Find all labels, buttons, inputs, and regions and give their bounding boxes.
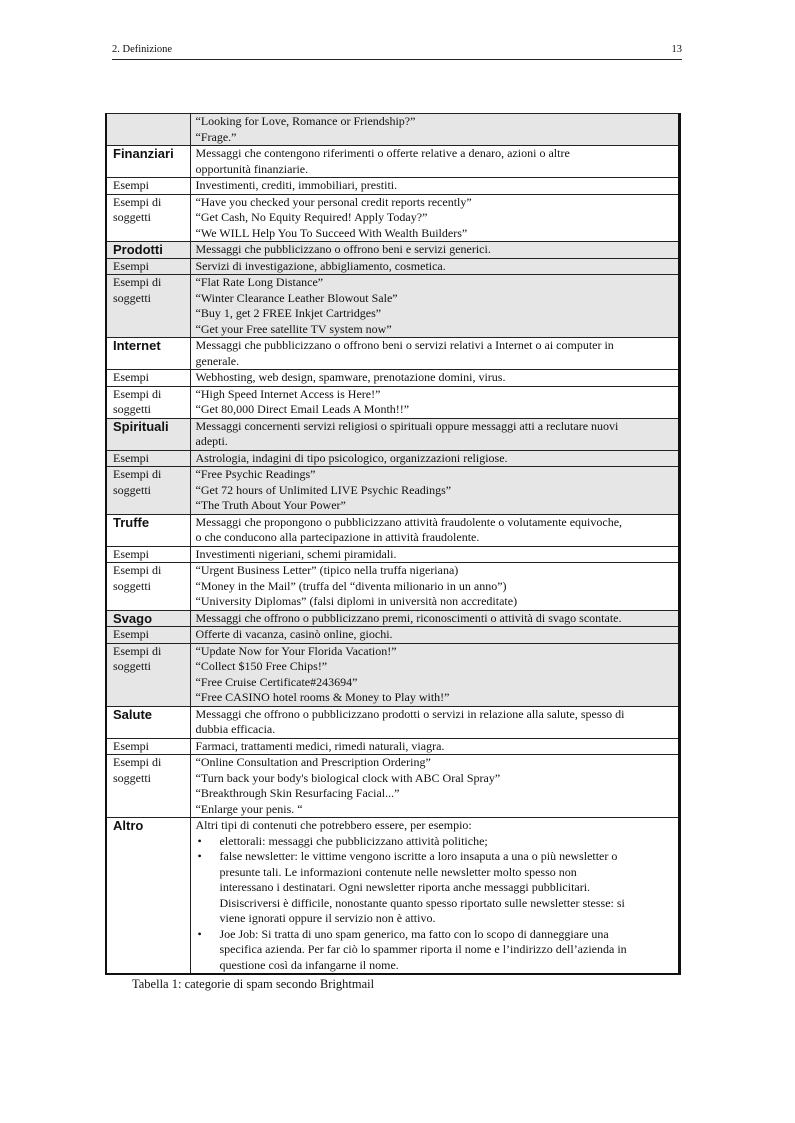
table-row <box>106 610 680 627</box>
row-label: Esempi <box>106 627 190 644</box>
row-label-line: Esempi di <box>113 386 162 401</box>
row-value-line: “Winter Clearance Leather Blowout Sale” <box>195 290 398 305</box>
altro-bullet-line: Disiscriversi è difficile, nonostante quanto spesso riportato sulle newsletter stesse: si <box>219 895 625 910</box>
row-value <box>190 194 680 242</box>
altro-bullet-line: specifica azienda. Per far ciò lo spammer riporta il nome e l’indirizzo dell’azienda in <box>219 942 627 956</box>
row-value-line: “Get 72 hours of Unlimited LIVE Psychic Readings” <box>195 482 452 497</box>
row-label: Esempi <box>106 370 190 387</box>
row-value <box>190 114 680 146</box>
altro-bullet-line: elettorali: messaggi che pubblicizzano attività politiche; <box>219 833 488 848</box>
table-row <box>106 194 680 242</box>
chapter-title: 2. Definizione <box>112 44 173 55</box>
row-label-line: Esempi di <box>113 563 162 577</box>
bullet-icon: • <box>197 849 202 863</box>
row-value-line: Offerte di vacanza, casinò online, giochi. <box>195 627 393 641</box>
row-value-line: Investimenti, crediti, immobiliari, prestiti. <box>195 178 398 192</box>
row-label-line: soggetti <box>113 210 151 224</box>
table-row <box>106 563 680 611</box>
row-value-line: “High Speed Internet Access is Here!” <box>195 386 381 401</box>
category-name: Svago <box>106 610 190 627</box>
table-row <box>106 242 680 259</box>
row-value-line: Messaggi concernenti servizi religiosi o spirituali oppure messaggi atti a reclutare nuovi <box>195 418 619 433</box>
row-label <box>106 563 190 611</box>
altro-bullet-item <box>196 849 675 927</box>
row-value-line: “We WILL Help You To Succeed With Wealth Builders” <box>195 225 468 240</box>
page-header <box>112 43 682 60</box>
table-row <box>106 643 680 706</box>
row-value-altro <box>190 818 680 975</box>
row-value-line: Webhosting, web design, spamware, prenotazione domini, virus. <box>195 370 506 384</box>
row-value-line: “Free CASINO hotel rooms & Money to Play with!” <box>195 690 450 704</box>
row-label-line: Esempi di <box>113 755 162 769</box>
row-value <box>190 610 680 627</box>
row-value-line: “Turn back your body's biological clock with ABC Oral Spray” <box>195 770 501 785</box>
row-value-line: “Enlarge your penis. “ <box>195 801 303 816</box>
row-value <box>190 386 680 418</box>
row-value-line: “Collect $150 Free Chips!” <box>195 659 328 673</box>
row-label-line: soggetti <box>113 578 151 593</box>
row-value-line: “Looking for Love, Romance or Friendship?” <box>195 114 416 128</box>
row-value-line: Servizi di investigazione, abbigliamento, cosmetica. <box>195 258 446 273</box>
altro-bullet-line: false newsletter: le vittime vengono iscritte a loro insaputa a una o più newsletter o <box>219 849 618 863</box>
row-label <box>106 467 190 515</box>
row-value-line: “Breakthrough Skin Resurfacing Facial...” <box>195 786 400 800</box>
row-value-line: adepti. <box>195 434 228 448</box>
row-value-line: “Get Cash, No Equity Required! Apply Today?” <box>195 210 428 224</box>
row-label-line: soggetti <box>113 659 151 673</box>
category-name: Finanziari <box>106 146 190 178</box>
row-value <box>190 370 680 387</box>
row-value <box>190 275 680 338</box>
row-value <box>190 467 680 515</box>
table-row <box>106 418 680 450</box>
row-label-line: soggetti <box>113 402 151 416</box>
table-row <box>106 738 680 755</box>
row-value-line: dubbia efficacia. <box>195 722 276 736</box>
row-value <box>190 418 680 450</box>
row-value-line: Messaggi che pubblicizzano o offrono beni o servizi relativi a Internet o ai computer in <box>195 338 614 352</box>
table-row <box>106 370 680 387</box>
altro-bullet-list <box>196 834 675 974</box>
table-row-altro <box>106 818 680 975</box>
row-value <box>190 338 680 370</box>
table-row <box>106 546 680 563</box>
row-value-line: Messaggi che pubblicizzano o offrono beni e servizi generici. <box>195 242 491 256</box>
row-value-line: “Get 80,000 Direct Email Leads A Month!!” <box>195 402 410 416</box>
row-value-line: opportunità finanziarie. <box>195 161 309 176</box>
row-value-line: Investimenti nigeriani, schemi piramidali. <box>195 546 397 561</box>
row-value-line: “Have you checked your personal credit reports recently” <box>195 194 472 209</box>
row-label-line: soggetti <box>113 482 151 497</box>
row-value-line: “Flat Rate Long Distance” <box>195 275 324 289</box>
category-name: Internet <box>106 338 190 370</box>
category-name: Spirituali <box>106 418 190 450</box>
row-label <box>106 194 190 242</box>
row-value-line: Messaggi che contengono riferimenti o offerte relative a denaro, azioni o altre <box>195 146 570 160</box>
row-label <box>106 114 190 146</box>
row-label <box>106 755 190 818</box>
row-label: Esempi <box>106 738 190 755</box>
row-label: Esempi <box>106 450 190 467</box>
row-value <box>190 242 680 259</box>
row-label <box>106 643 190 706</box>
row-value <box>190 258 680 275</box>
row-label-line: Esempi di <box>113 467 162 481</box>
table-caption: Tabella 1: categorie di spam secondo Brightmail <box>132 977 375 991</box>
table-row <box>106 450 680 467</box>
row-value <box>190 755 680 818</box>
row-label-line: Esempi di <box>113 643 162 658</box>
row-value <box>190 178 680 195</box>
table-row <box>106 755 680 818</box>
row-value-line: “Free Cruise Certificate#243694” <box>195 674 358 689</box>
table-row <box>106 178 680 195</box>
table-row <box>106 514 680 546</box>
table-row <box>106 114 680 146</box>
row-value <box>190 514 680 546</box>
row-value-line: “University Diplomas” (falsi diplomi in università non accreditate) <box>195 594 518 608</box>
altro-bullet-line: questione così da infangarne il nome. <box>219 957 399 972</box>
row-value-line: “Get your Free satellite TV system now” <box>195 321 392 336</box>
row-label-line: soggetti <box>113 290 151 305</box>
row-value-line: o che conducono alla partecipazione in attività fraudolente. <box>195 530 480 544</box>
row-label-line: Esempi di <box>113 275 162 289</box>
row-label-line: Esempi di <box>113 194 162 209</box>
row-value-line: “Online Consultation and Prescription Ordering” <box>195 755 431 769</box>
row-label: Esempi <box>106 546 190 563</box>
altro-bullet-line: Joe Job: Si tratta di uno spam generico, ma fatto con lo scopo di danneggiare una <box>219 926 609 941</box>
page-number: 13 <box>671 44 682 55</box>
row-value-line: “Buy 1, get 2 FREE Inkjet Cartridges” <box>195 306 382 320</box>
table-row <box>106 386 680 418</box>
row-value-line: Messaggi che propongono o pubblicizzano attività fraudolente o volutamente equivoche, <box>195 514 623 529</box>
row-value-line: generale. <box>195 353 240 368</box>
category-name: Prodotti <box>106 242 190 259</box>
row-value <box>190 738 680 755</box>
altro-bullet-line: interessano i destinatari. Ogni newsletter riporta anche messaggi pubblicitari. <box>219 880 591 894</box>
table-row <box>106 627 680 644</box>
row-value-line: Messaggi che offrono o pubblicizzano premi, riconoscimenti o attività di svago scontate. <box>195 610 622 625</box>
category-name: Truffe <box>106 514 190 546</box>
row-label: Esempi <box>106 178 190 195</box>
row-value-line: Farmaci, trattamenti medici, rimedi naturali, viagra. <box>195 738 445 753</box>
spam-categories-table <box>105 113 681 975</box>
row-key-altro: Altro <box>106 818 190 975</box>
altro-bullet-item <box>196 834 675 850</box>
row-value-line: “Urgent Business Letter” (tipico nella truffa nigeriana) <box>195 563 459 577</box>
row-value <box>190 643 680 706</box>
altro-bullet-line: presunte tali. Le informazioni contenute nelle newsletter molto spesso non <box>219 864 577 879</box>
row-value <box>190 627 680 644</box>
row-value <box>190 450 680 467</box>
row-value <box>190 146 680 178</box>
row-value-line: Messaggi che offrono o pubblicizzano prodotti o servizi in relazione alla salute, spesso di <box>195 706 625 721</box>
row-value <box>190 706 680 738</box>
table-row <box>106 258 680 275</box>
row-label: Esempi <box>106 258 190 275</box>
row-value-line: “Frage.” <box>195 129 237 144</box>
row-label <box>106 275 190 338</box>
row-value-line: “Update Now for Your Florida Vacation!” <box>195 643 397 658</box>
table-body <box>106 114 680 975</box>
altro-bullet-line: viene ignorati oppure il servizio non è attivo. <box>219 911 436 925</box>
bullet-icon: • <box>197 833 202 848</box>
row-label <box>106 386 190 418</box>
bullet-icon: • <box>197 926 202 941</box>
table-row <box>106 706 680 738</box>
altro-intro: Altri tipi di contenuti che potrebbero essere, per esempio: <box>195 818 472 832</box>
table-row <box>106 146 680 178</box>
row-value-line: “Money in the Mail” (truffa del “diventa milionario in un anno”) <box>195 578 507 593</box>
table-row <box>106 467 680 515</box>
row-label-line: soggetti <box>113 770 151 785</box>
table-row <box>106 338 680 370</box>
category-name: Salute <box>106 706 190 738</box>
row-value <box>190 563 680 611</box>
row-value-line: “The Truth About Your Power” <box>195 498 346 512</box>
row-value-line: Astrologia, indagini di tipo psicologico, organizzazioni religiose. <box>195 450 508 465</box>
row-value-line: “Free Psychic Readings” <box>195 467 316 481</box>
altro-bullet-item <box>196 927 675 974</box>
table-row <box>106 275 680 338</box>
row-value <box>190 546 680 563</box>
